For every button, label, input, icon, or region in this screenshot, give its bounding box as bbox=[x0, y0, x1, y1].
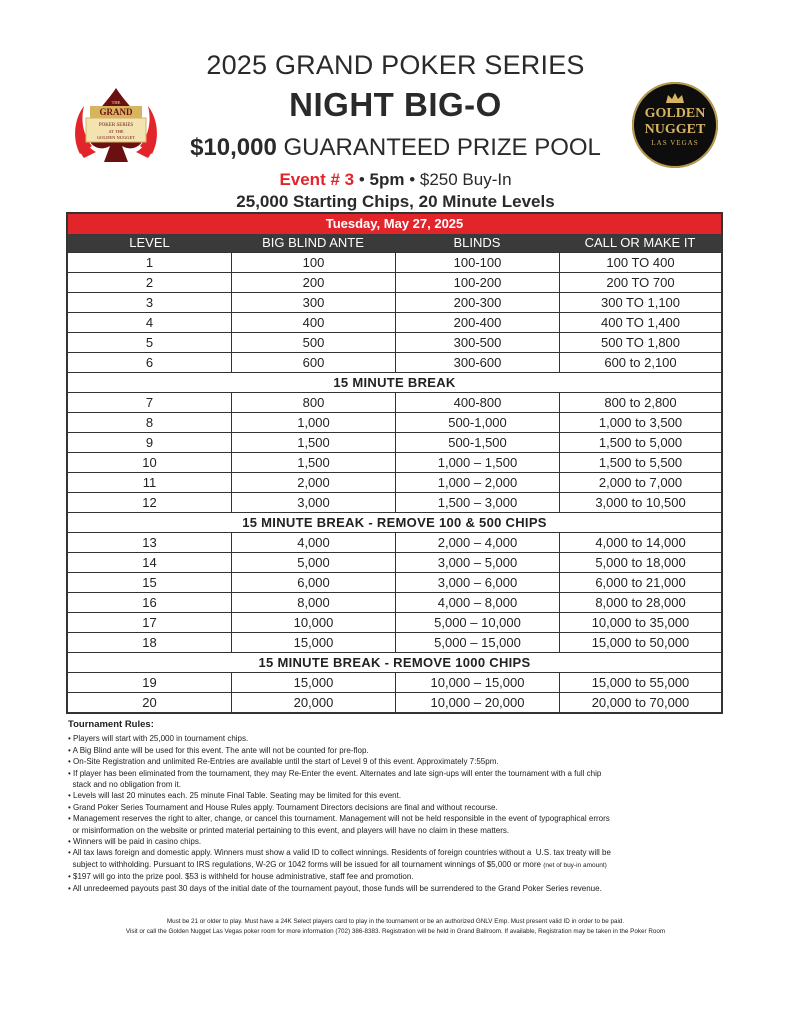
rule-item bbox=[68, 733, 728, 744]
rule-text: • All tax laws foreign and domestic apply. Winners must show a valid ID to collect winnings. Residents of foreign countries without a U.S. tax treaty will be subject to withholding. Pursuant to IRS regulations, W-2G or 1042 forms will be issued for all tournament winnings of $5,000 or more bbox=[68, 848, 611, 869]
level-cell: 9 bbox=[145, 435, 154, 450]
rule-item bbox=[68, 756, 728, 767]
call-cell: 100 TO 400 bbox=[559, 253, 721, 272]
golden-nugget-logo bbox=[632, 82, 718, 168]
level-cell: 19 bbox=[142, 675, 157, 690]
column-header-ante: BIG BLIND ANTE bbox=[262, 235, 364, 250]
table-row bbox=[68, 552, 721, 572]
table-row bbox=[68, 412, 721, 432]
ante-cell: 8,000 bbox=[231, 593, 395, 612]
level-cell: 20 bbox=[142, 695, 157, 710]
table-row bbox=[68, 352, 721, 372]
ante-cell: 400 bbox=[231, 313, 395, 332]
rules-title: Tournament Rules: bbox=[68, 719, 154, 730]
table-row bbox=[68, 452, 721, 472]
ante-cell: 1,000 bbox=[231, 413, 395, 432]
table-row bbox=[68, 592, 721, 612]
blinds-cell: 100-100 bbox=[395, 253, 559, 272]
ante-cell: 15,000 bbox=[231, 633, 395, 652]
call-cell: 400 TO 1,400 bbox=[559, 313, 721, 332]
tax-note: (net of buy-in amount) bbox=[543, 861, 607, 869]
blinds-cell: 100-200 bbox=[395, 273, 559, 292]
blinds-cell: 10,000 – 20,000 bbox=[395, 693, 559, 712]
ante-cell: 20,000 bbox=[231, 693, 395, 712]
blinds-cell: 5,000 – 10,000 bbox=[395, 613, 559, 632]
level-cell: 2 bbox=[145, 275, 154, 290]
ante-cell: 1,500 bbox=[231, 433, 395, 452]
blinds-cell: 300-600 bbox=[395, 353, 559, 372]
table-header-row bbox=[68, 234, 721, 252]
ante-cell: 5,000 bbox=[231, 553, 395, 572]
blinds-cell: 200-400 bbox=[395, 313, 559, 332]
table-row bbox=[68, 532, 721, 552]
level-cell: 10 bbox=[142, 455, 157, 470]
rules-list bbox=[68, 733, 728, 894]
rule-text: • Winners will be paid in casino chips. bbox=[68, 837, 202, 847]
level-cell: 13 bbox=[142, 535, 157, 550]
level-cell: 12 bbox=[142, 495, 157, 510]
break-row: 15 MINUTE BREAK bbox=[68, 372, 721, 392]
rule-text: • $197 will go into the prize pool. $53 is withheld for house administrative, staff fee and promotion. bbox=[68, 872, 414, 882]
event-separator: • bbox=[354, 170, 370, 189]
column-header-call: CALL OR MAKE IT bbox=[584, 235, 696, 250]
starting-chips-line: 25,000 Starting Chips, 20 Minute Levels bbox=[236, 192, 555, 211]
blinds-cell: 2,000 – 4,000 bbox=[395, 533, 559, 552]
level-cell: 8 bbox=[145, 415, 154, 430]
ante-cell: 500 bbox=[231, 333, 395, 352]
call-cell: 6,000 to 21,000 bbox=[559, 573, 721, 592]
guarantee-amount: $10,000 bbox=[190, 134, 277, 161]
rule-text: • All unredeemed payouts past 30 days of the initial date of the tournament payout, those funds will be surrendered to the Grand Poker Series revenue. bbox=[68, 883, 602, 893]
rule-text: • If player has been eliminated from the tournament, they may Re-Enter the event. Alternates and late sign-ups will enter the tournament with a full chip stack and no obligation from it. bbox=[68, 768, 602, 790]
call-cell: 3,000 to 10,500 bbox=[559, 493, 721, 512]
golden-nugget-logo-text: NUGGET bbox=[644, 122, 706, 137]
ante-cell: 100 bbox=[231, 253, 395, 272]
rule-text: • A Big Blind ante will be used for this event. The ante will not be counted for pre-flop. bbox=[68, 745, 369, 755]
rule-text: • Players will start with 25,000 in tournament chips. bbox=[68, 734, 249, 744]
call-cell: 1,500 to 5,000 bbox=[559, 433, 721, 452]
event-separator: • bbox=[404, 170, 420, 189]
column-header-level: LEVEL bbox=[129, 235, 170, 250]
call-cell: 1,000 to 3,500 bbox=[559, 413, 721, 432]
ante-cell: 2,000 bbox=[231, 473, 395, 492]
rule-item bbox=[68, 813, 728, 836]
level-cell: 5 bbox=[145, 335, 154, 350]
ante-cell: 6,000 bbox=[231, 573, 395, 592]
blinds-cell: 3,000 – 5,000 bbox=[395, 553, 559, 572]
rule-item bbox=[68, 768, 728, 791]
svg-text:POKER SERIES: POKER SERIES bbox=[98, 123, 134, 128]
blinds-cell: 10,000 – 15,000 bbox=[395, 673, 559, 692]
grand-poker-series-logo bbox=[70, 84, 162, 166]
svg-text:AT THE: AT THE bbox=[108, 129, 124, 134]
event-name: NIGHT BIG-O bbox=[289, 86, 502, 123]
flyer-header bbox=[0, 0, 791, 212]
svg-text:GRAND: GRAND bbox=[99, 107, 133, 117]
table-body bbox=[68, 252, 721, 712]
break-row: 15 MINUTE BREAK - REMOVE 100 & 500 CHIPS bbox=[68, 512, 721, 532]
table-row bbox=[68, 632, 721, 652]
blinds-cell: 500-1,500 bbox=[395, 433, 559, 452]
level-cell: 1 bbox=[145, 255, 154, 270]
call-cell: 300 TO 1,100 bbox=[559, 293, 721, 312]
blinds-cell: 1,000 – 1,500 bbox=[395, 453, 559, 472]
blinds-cell: 4,000 – 8,000 bbox=[395, 593, 559, 612]
event-time: 5pm bbox=[369, 170, 405, 189]
ante-cell: 3,000 bbox=[231, 493, 395, 512]
ante-cell: 10,000 bbox=[231, 613, 395, 632]
rule-item bbox=[68, 871, 728, 882]
ante-cell: 600 bbox=[231, 353, 395, 372]
golden-nugget-logo-text: LAS VEGAS bbox=[651, 139, 699, 147]
blinds-cell: 1,000 – 2,000 bbox=[395, 473, 559, 492]
ante-cell: 1,500 bbox=[231, 453, 395, 472]
blind-structure-table bbox=[66, 212, 723, 714]
rule-text: • Management reserves the right to alter, change, or cancel this tournament. Management will not be held responsible in the event of typographical errors or misinformation on the website or printed material pertaining to this event, and players will have no claim in these matters. bbox=[68, 814, 610, 835]
level-cell: 18 bbox=[142, 635, 157, 650]
call-cell: 800 to 2,800 bbox=[559, 393, 721, 412]
ante-cell: 15,000 bbox=[231, 673, 395, 692]
footnote-age-requirement: Must be 21 or older to play. Must have a 24K Select players card to play in the tournament or be an authorized GNLV Emp. Must present valid ID in order to be paid. bbox=[166, 918, 625, 925]
rule-item bbox=[68, 836, 728, 847]
series-title: 2025 GRAND POKER SERIES bbox=[206, 50, 585, 80]
call-cell: 1,500 to 5,500 bbox=[559, 453, 721, 472]
call-cell: 4,000 to 14,000 bbox=[559, 533, 721, 552]
blinds-cell: 300-500 bbox=[395, 333, 559, 352]
call-cell: 10,000 to 35,000 bbox=[559, 613, 721, 632]
blinds-cell: 400-800 bbox=[395, 393, 559, 412]
level-cell: 14 bbox=[142, 555, 157, 570]
level-cell: 6 bbox=[145, 355, 154, 370]
table-row bbox=[68, 572, 721, 592]
event-info-line bbox=[0, 170, 791, 190]
table-row bbox=[68, 272, 721, 292]
rule-item bbox=[68, 745, 728, 756]
call-cell: 600 to 2,100 bbox=[559, 353, 721, 372]
ante-cell: 4,000 bbox=[231, 533, 395, 552]
rule-text: • On-Site Registration and unlimited Re-Entries are available until the start of Level 9 of this event. Approximately 7:55pm. bbox=[68, 757, 499, 767]
column-header-blinds: BLINDS bbox=[453, 235, 501, 250]
svg-text:THE: THE bbox=[111, 100, 121, 105]
rule-text: • Levels will last 20 minutes each. 25 minute Final Table. Seating may be limited for this event. bbox=[68, 791, 402, 801]
level-cell: 4 bbox=[145, 315, 154, 330]
footnote-contact-info: Visit or call the Golden Nugget Las Vegas poker room for more information (702) 386-8383. Registration will be held in Grand Ballroom. If available, Registration may be taken in the Poker Room bbox=[125, 928, 666, 935]
call-cell: 200 TO 700 bbox=[559, 273, 721, 292]
call-cell: 8,000 to 28,000 bbox=[559, 593, 721, 612]
table-row bbox=[68, 612, 721, 632]
table-row bbox=[68, 492, 721, 512]
blinds-cell: 200-300 bbox=[395, 293, 559, 312]
call-cell: 20,000 to 70,000 bbox=[559, 693, 721, 712]
table-row bbox=[68, 692, 721, 712]
rule-item bbox=[68, 847, 728, 871]
blinds-cell: 1,500 – 3,000 bbox=[395, 493, 559, 512]
ante-cell: 300 bbox=[231, 293, 395, 312]
rule-text: • Grand Poker Series Tournament and House Rules apply. Tournament Directors decisions are final and without recourse. bbox=[68, 802, 498, 812]
svg-text:GOLDEN NUGGET: GOLDEN NUGGET bbox=[96, 135, 136, 140]
table-row bbox=[68, 252, 721, 272]
event-date-bar: Tuesday, May 27, 2025 bbox=[68, 214, 721, 234]
table-row bbox=[68, 332, 721, 352]
table-row bbox=[68, 292, 721, 312]
ante-cell: 200 bbox=[231, 273, 395, 292]
blinds-cell: 500-1,000 bbox=[395, 413, 559, 432]
rule-item bbox=[68, 802, 728, 813]
call-cell: 2,000 to 7,000 bbox=[559, 473, 721, 492]
crown-icon bbox=[665, 92, 685, 104]
break-row: 15 MINUTE BREAK - REMOVE 1000 CHIPS bbox=[68, 652, 721, 672]
table-row bbox=[68, 432, 721, 452]
ante-cell: 800 bbox=[231, 393, 395, 412]
level-cell: 3 bbox=[145, 295, 154, 310]
rule-item bbox=[68, 883, 728, 894]
table-row bbox=[68, 472, 721, 492]
table-row bbox=[68, 392, 721, 412]
guarantee-text: GUARANTEED PRIZE POOL bbox=[276, 134, 601, 161]
call-cell: 500 TO 1,800 bbox=[559, 333, 721, 352]
level-cell: 15 bbox=[142, 575, 157, 590]
table-row bbox=[68, 672, 721, 692]
event-buyin: $250 Buy-In bbox=[419, 170, 512, 189]
call-cell: 15,000 to 55,000 bbox=[559, 673, 721, 692]
rule-item bbox=[68, 790, 728, 801]
tournament-rules bbox=[68, 719, 728, 894]
level-cell: 17 bbox=[142, 615, 157, 630]
level-cell: 16 bbox=[142, 595, 157, 610]
blinds-cell: 5,000 – 15,000 bbox=[395, 633, 559, 652]
call-cell: 15,000 to 50,000 bbox=[559, 633, 721, 652]
blinds-cell: 3,000 – 6,000 bbox=[395, 573, 559, 592]
table-row bbox=[68, 312, 721, 332]
level-cell: 7 bbox=[145, 395, 154, 410]
golden-nugget-logo-text: GOLDEN bbox=[644, 106, 706, 121]
call-cell: 5,000 to 18,000 bbox=[559, 553, 721, 572]
level-cell: 11 bbox=[142, 475, 157, 490]
event-number: Event # 3 bbox=[279, 170, 355, 189]
